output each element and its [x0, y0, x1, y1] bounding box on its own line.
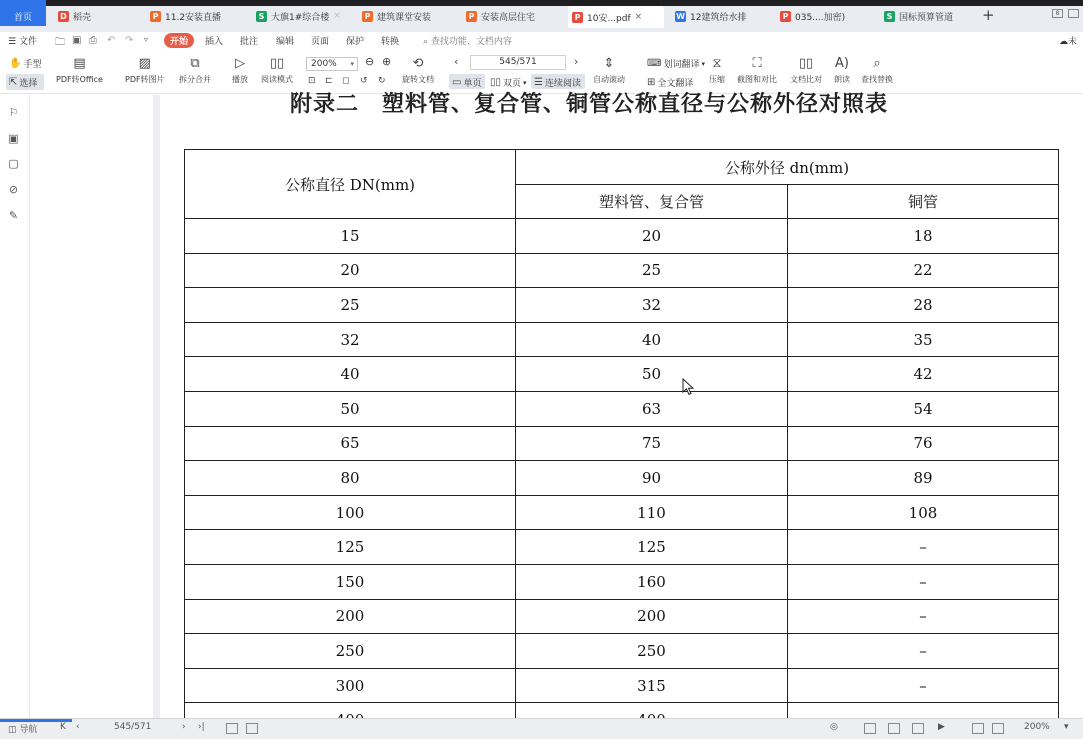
page-number-input[interactable]: 545/571 — [470, 55, 566, 70]
tab-active-pdf[interactable]: P 10安...pdf × — [568, 6, 664, 28]
auto-scroll-button[interactable]: ⇕ 自动滚动 — [593, 56, 625, 84]
cell-copper-dn: 35 — [788, 322, 1059, 357]
cell-copper-dn: – — [788, 530, 1059, 565]
table-row — [185, 461, 1059, 496]
side-panel — [30, 95, 158, 718]
tab-daoke[interactable]: D 稻壳 — [58, 7, 136, 25]
rotate-doc-icon: ⟲ — [412, 56, 424, 71]
cell-plastic-dn: 90 — [516, 461, 788, 496]
cell-nominal-dn: 20 — [185, 253, 516, 288]
bookmark-icon[interactable]: ⚐ — [8, 106, 19, 119]
table-row — [185, 599, 1059, 634]
table-row — [185, 288, 1059, 323]
continuous-icon[interactable] — [912, 723, 924, 734]
file-menu[interactable]: ☰ 文件 — [8, 37, 37, 47]
cell-plastic-dn: 160 — [516, 564, 788, 599]
cell-nominal-dn: 125 — [185, 530, 516, 565]
double-page-icon: ▯▯ — [490, 77, 502, 88]
cell-copper-dn: – — [788, 634, 1059, 669]
image-icon: ▨ — [138, 56, 151, 71]
cell-nominal-dn: 65 — [185, 426, 516, 461]
table-row — [185, 530, 1059, 565]
single-page-icon: ▭ — [452, 77, 462, 88]
cell-plastic-dn: 75 — [516, 426, 788, 461]
window-restore-icon[interactable] — [1068, 9, 1079, 18]
table-row — [185, 391, 1059, 426]
hand-icon: ✋ — [9, 58, 22, 69]
menu-tab-convert[interactable]: 转换 — [381, 37, 400, 47]
cell-copper-dn: 108 — [788, 495, 1059, 530]
table-row — [185, 357, 1059, 392]
comment-icon[interactable]: ▢ — [8, 157, 19, 170]
table-row — [185, 253, 1059, 288]
cell-plastic-dn: 32 — [516, 288, 788, 323]
split-merge-button[interactable]: ⧉ 拆分合并 — [179, 56, 211, 84]
select-tool[interactable]: ⇱ 选择 — [9, 77, 38, 89]
cell-nominal-dn: 200 — [185, 599, 516, 634]
word-icon: W — [676, 11, 685, 21]
cell-plastic-dn: 25 — [516, 253, 788, 288]
zoom-level[interactable]: 200% — [1024, 722, 1050, 732]
tab-document[interactable]: P 安装高层住宅 — [466, 7, 560, 25]
chevron-down-icon: ▾ — [523, 78, 527, 87]
daoke-icon: D — [58, 11, 69, 22]
cell-plastic-dn: 110 — [516, 495, 788, 530]
translate-icon: ⌨ — [647, 58, 662, 69]
cell-copper-dn: 28 — [788, 288, 1059, 323]
thumbnail-icon[interactable]: ▣ — [8, 132, 19, 145]
menu-tab-edit[interactable]: 编辑 — [276, 37, 295, 47]
table-row — [185, 426, 1059, 461]
rotate-left-icon[interactable]: ↺ — [360, 76, 368, 86]
zoom-select[interactable]: 200% ▾ — [306, 57, 358, 71]
cell-plastic-dn: 50 — [516, 357, 788, 392]
page-view-icon[interactable] — [226, 723, 238, 734]
spreadsheet-icon: S — [256, 11, 267, 22]
left-sidebar — [0, 95, 30, 718]
compare-icon: ▯▯ — [798, 56, 814, 71]
menu-bar — [0, 32, 1083, 50]
header-plastic-pipe: 塑料管、复合管 — [516, 185, 788, 219]
tab-bar — [0, 0, 1083, 32]
print-icon[interactable]: ⎙ — [89, 35, 97, 46]
cell-copper-dn: 42 — [788, 357, 1059, 392]
cell-nominal-dn: 250 — [185, 634, 516, 669]
screenshot-compare-button[interactable]: ⛶ 截图和对比 — [737, 56, 777, 84]
search-icon: ⌕ — [873, 56, 881, 71]
continuous-icon: ☰ — [534, 77, 543, 88]
chevron-down-icon[interactable]: ▾ — [1064, 722, 1069, 732]
last-page-icon[interactable]: ›| — [198, 722, 205, 732]
search-box[interactable]: ⌕ 查找功能、文档内容 — [423, 37, 512, 47]
single-page-button[interactable]: ▭ 单页 — [452, 77, 482, 89]
cell-copper-dn: 54 — [788, 391, 1059, 426]
menu-tab-annotate[interactable]: 批注 — [240, 37, 259, 47]
menu-tab-page[interactable]: 页面 — [311, 37, 330, 47]
continuous-read-button[interactable]: ☰ 连续阅读 — [534, 77, 581, 89]
menu-tab-home[interactable]: 开始 — [164, 33, 194, 48]
pdf-icon: P — [466, 11, 477, 22]
tab-document[interactable]: W 12建筑给水排 — [676, 11, 747, 23]
next-page-icon[interactable]: › — [574, 55, 579, 68]
fit-width-icon[interactable] — [992, 723, 1004, 734]
open-icon[interactable]: 🗀 — [55, 37, 65, 48]
nav-toggle[interactable]: ◫ 导航 — [8, 725, 38, 735]
fit-page-icon[interactable] — [972, 723, 984, 734]
page-view-icon[interactable] — [246, 723, 258, 734]
menu-tab-insert[interactable]: 插入 — [205, 37, 224, 47]
tab-document[interactable]: S 大旗1#综合楼 × — [256, 7, 352, 25]
cell-nominal-dn: 25 — [185, 288, 516, 323]
undo-icon[interactable]: ↶ — [107, 35, 116, 46]
pdf-icon: P — [572, 12, 583, 23]
menu-tab-protect[interactable]: 保护 — [346, 37, 365, 47]
chevron-down-icon[interactable]: ▿ — [144, 35, 149, 44]
zoom-in-icon[interactable]: ⊕ — [382, 55, 392, 68]
play-icon: ▷ — [235, 56, 245, 71]
cell-copper-dn: 76 — [788, 426, 1059, 461]
compress-button[interactable]: ⧖ 压缩 — [709, 56, 725, 84]
word-translate-button[interactable]: ⌨ 划词翻译 ▾ — [647, 58, 705, 70]
cell-plastic-dn: 125 — [516, 530, 788, 565]
tab-home[interactable]: 首页 — [0, 6, 46, 26]
doc-compare-button[interactable]: ▯▯ 文档比对 — [790, 56, 822, 84]
full-translate-button[interactable]: ⊞ 全文翻译 — [647, 77, 694, 89]
cell-copper-dn: – — [788, 564, 1059, 599]
double-page-icon[interactable] — [888, 723, 900, 734]
cell-plastic-dn: 20 — [516, 219, 788, 254]
page-indicator[interactable]: 545/571 — [114, 722, 152, 732]
close-icon[interactable]: × — [333, 11, 341, 21]
first-page-icon[interactable]: K — [60, 722, 66, 732]
book-icon: ▯▯ — [269, 56, 285, 71]
pdf-icon: P — [362, 11, 373, 22]
chevron-down-icon: ▾ — [350, 60, 354, 68]
save-icon[interactable]: ▣ — [72, 35, 82, 46]
zoom-out-icon[interactable]: ⊖ — [365, 55, 375, 68]
cell-nominal-dn: 15 — [185, 219, 516, 254]
double-page-button[interactable]: ▯▯ 双页 ▾ — [490, 77, 527, 89]
cell-nominal-dn: 50 — [185, 391, 516, 426]
new-tab-button[interactable]: + — [982, 6, 995, 24]
tab-document[interactable]: P 035....加密) — [780, 7, 872, 25]
cell-copper-dn: 22 — [788, 253, 1059, 288]
chevron-down-icon: ▾ — [701, 59, 705, 68]
cell-nominal-dn: 100 — [185, 495, 516, 530]
cloud-sync-status[interactable]: ☁未 — [1059, 37, 1078, 47]
tab-document[interactable]: S 国标预算管道 — [884, 7, 976, 25]
table-row — [185, 219, 1059, 254]
cell-nominal-dn: 150 — [185, 564, 516, 599]
redo-icon[interactable]: ↷ — [125, 35, 134, 46]
table-body — [185, 219, 1059, 738]
mouse-cursor-icon — [682, 378, 696, 396]
auto-scroll-icon: ⇕ — [603, 56, 615, 71]
page-title: 附录二 塑料管、复合管、铜管公称直径与公称外径对照表 — [290, 92, 889, 117]
table-row — [185, 322, 1059, 357]
convert-office-icon: ▤ — [73, 56, 86, 71]
hand-tool[interactable]: ✋ 手型 — [9, 58, 42, 70]
read-mode-button[interactable]: ▯▯ 阅读模式 — [261, 56, 293, 84]
cell-copper-dn: – — [788, 668, 1059, 703]
read-aloud-button[interactable]: A) 朗读 — [834, 56, 850, 84]
window-top-strip — [0, 0, 1083, 6]
screenshot-icon: ⛶ — [752, 56, 762, 71]
window-layout-icon[interactable]: 8 — [1052, 9, 1063, 18]
cell-plastic-dn: 200 — [516, 599, 788, 634]
table-row — [185, 634, 1059, 669]
cell-nominal-dn: 32 — [185, 322, 516, 357]
cell-nominal-dn: 40 — [185, 357, 516, 392]
status-bar — [0, 718, 1083, 739]
pdf-icon: P — [150, 11, 161, 22]
play-button[interactable]: ▷ 播放 — [232, 56, 248, 84]
table-row — [185, 495, 1059, 530]
cell-plastic-dn: 315 — [516, 668, 788, 703]
pdf-to-office-button[interactable]: ▤ PDF转Office — [56, 56, 103, 84]
cell-nominal-dn: 300 — [185, 668, 516, 703]
eye-care-icon[interactable]: ◎ — [830, 722, 838, 732]
fit-width-icon[interactable]: ⊏ — [325, 76, 333, 86]
next-page-icon[interactable]: › — [182, 722, 186, 732]
cell-plastic-dn: 40 — [516, 322, 788, 357]
search-icon: ⌕ — [423, 37, 429, 47]
header-copper-pipe: 铜管 — [788, 185, 1059, 219]
nav-icon: ◫ — [8, 725, 17, 735]
table-row — [185, 668, 1059, 703]
spreadsheet-icon: S — [884, 11, 895, 22]
find-replace-button[interactable]: ⌕ 查找替换 — [861, 56, 893, 84]
tab-document[interactable]: P 11.2安装直播 — [150, 7, 242, 25]
diameter-table — [184, 149, 1059, 738]
table-row — [185, 564, 1059, 599]
cell-copper-dn: 18 — [788, 219, 1059, 254]
pdf-icon: P — [780, 11, 791, 22]
cell-copper-dn: 89 — [788, 461, 1059, 496]
pdf-to-image-button[interactable]: ▨ PDF转图片 — [125, 56, 165, 84]
compress-icon: ⧖ — [712, 56, 722, 71]
attachment-icon[interactable]: ⊘ — [8, 183, 19, 196]
rotate-doc-button[interactable]: ⟲ 旋转文档 — [402, 56, 434, 84]
speaker-icon: A) — [835, 56, 849, 71]
fit-page-icon[interactable]: ⊡ — [308, 76, 316, 86]
cell-plastic-dn: 250 — [516, 634, 788, 669]
cell-copper-dn: – — [788, 599, 1059, 634]
cell-nominal-dn: 80 — [185, 461, 516, 496]
header-outer-diameter: 公称外径 dn(mm) — [516, 150, 1059, 185]
cursor-icon: ⇱ — [9, 77, 18, 88]
signature-icon[interactable]: ✎ — [8, 209, 19, 222]
prev-page-icon[interactable]: ‹ — [454, 55, 459, 68]
fullscreen-icon[interactable]: ▶ — [938, 722, 945, 732]
split-merge-icon: ⧉ — [190, 56, 200, 71]
cell-plastic-dn: 63 — [516, 391, 788, 426]
single-page-icon[interactable] — [864, 723, 876, 734]
rotate-right-icon[interactable]: ↻ — [378, 76, 386, 86]
full-translate-icon: ⊞ — [647, 77, 656, 88]
actual-size-icon[interactable]: ◻ — [342, 76, 350, 86]
tab-document[interactable]: P 建筑课堂安装 — [362, 7, 456, 25]
prev-page-icon[interactable]: ‹ — [76, 722, 80, 732]
header-nominal-diameter: 公称直径 DN(mm) — [185, 150, 516, 219]
close-icon[interactable]: × — [634, 12, 643, 22]
